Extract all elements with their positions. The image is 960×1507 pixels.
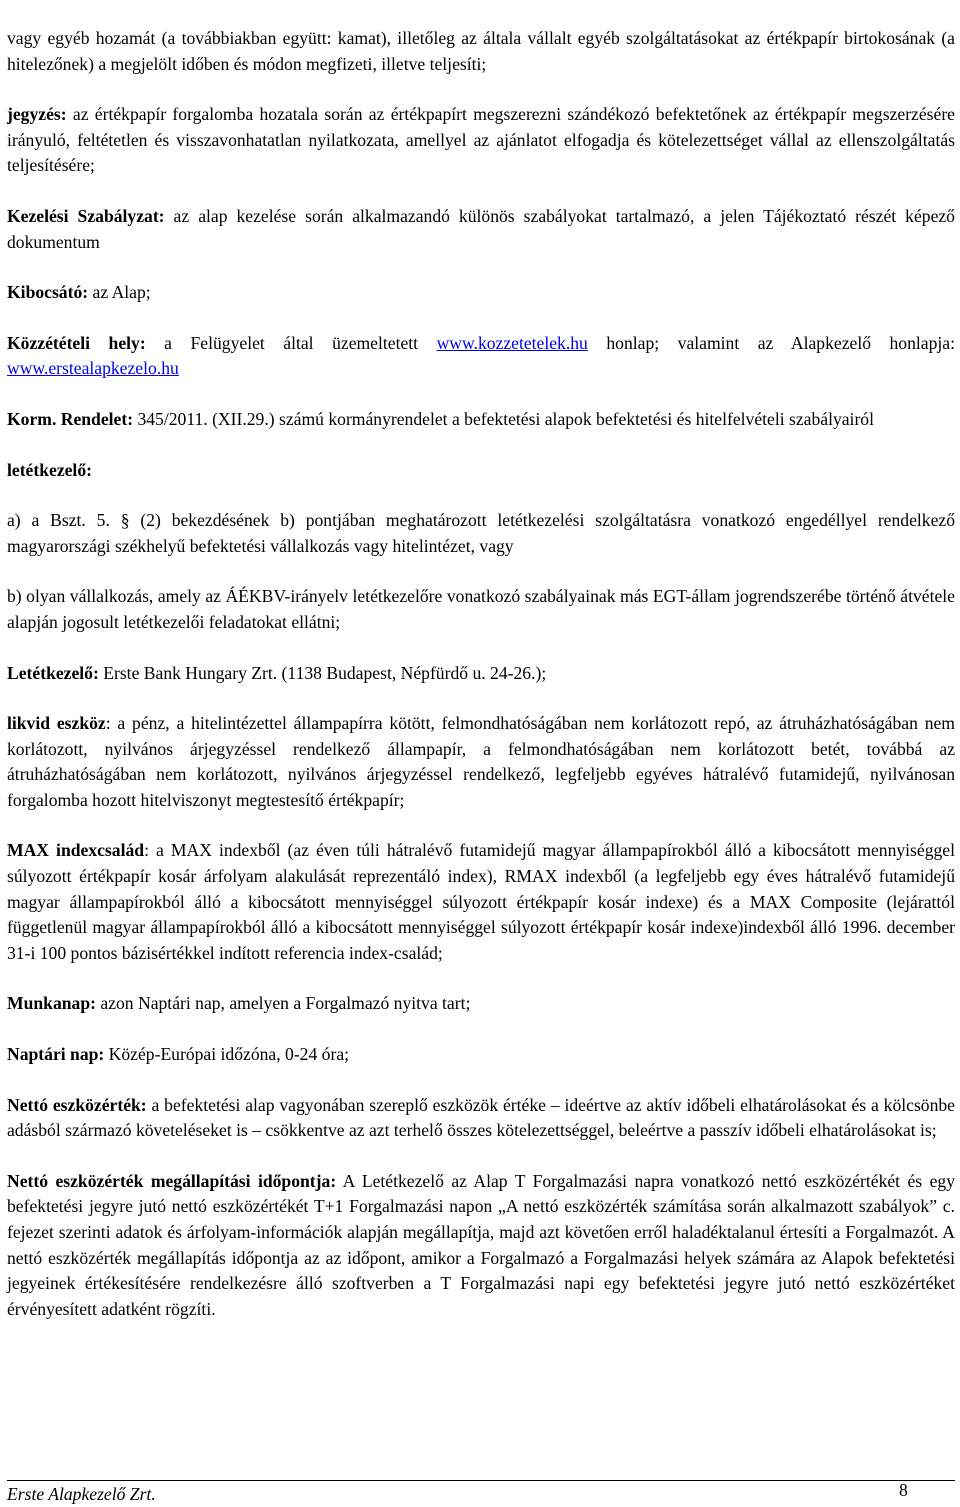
term-netto-eszkozertek: Nettó eszközérték: bbox=[7, 1094, 147, 1115]
term-netto-eszkozertek-idopont: Nettó eszközérték megállapítási időpontja: bbox=[7, 1170, 337, 1191]
definition-letetkezelo-erste: Letétkezelő: Erste Bank Hungary Zrt. (1138 Budapest, Népfürdő u. 24-26.); bbox=[7, 662, 547, 683]
definition-kozzeteteli-hely: Közzétételi hely: a Felügyelet által üzemeltetett www.kozzetetelek.hu honlap; valamint az Alapkezelő honlapja: www.erstealapkezelo.hu bbox=[7, 332, 955, 379]
term-letetkezelo-erste: Letétkezelő: bbox=[7, 662, 99, 683]
term-korm-rendelet: Korm. Rendelet: bbox=[7, 408, 134, 429]
term-kibocsato: Kibocsátó: bbox=[7, 282, 89, 303]
definition-naptari-nap: Naptári nap: Közép-Európai időzóna, 0-24 óra; bbox=[7, 1044, 350, 1065]
term-munkanap: Munkanap: bbox=[7, 993, 96, 1014]
definition-likvid-eszkoz: likvid eszköz: a pénz, a hitelintézettel állampapírra kötött, felmondhatóságában nem korlátozott repó, az átruházhatóságában nem korlátozott, nyilvános árjegyzéssel rendelkező állampapír, a felmondhatóságában nem korlátozott betét, továbbá az átruházhatóságában nem korlátozott, nyilvános árjegyzéssel rendelkező, legfeljebb egyéves hátralévő futamidejű, nyilvánosan forgalomba hozott hitelviszonyt megtestesítő értékpapír; bbox=[7, 713, 955, 810]
definition-letetkezelo-a: a) a Bszt. 5. § (2) bekezdésének b) pontjában meghatározott letétkezelési szolgáltatásra vonatkozó engedéllyel rendelkező magyarországi székhelyű befektetési vállalkozás vagy hitelintézet, vagy bbox=[7, 510, 955, 556]
term-likvid-eszkoz: likvid eszköz bbox=[7, 713, 106, 734]
footer-page-number: 8 bbox=[899, 1480, 908, 1500]
paragraph-hozam-continuation: vagy egyéb hozamát (a továbbiakban együtt: kamat), illetőleg az általa vállalt egyéb szolgáltatásokat az értékpapír birtokosának (a hitelezőnek) a megjelölt időben és módon megfizeti, illetve teljesíti; bbox=[7, 28, 955, 74]
definition-letetkezelo-b: b) olyan vállalkozás, amely az ÁÉKBV-irányelv letétkezelőre vonatkozó szabályainak más EGT-állam jogrendszerébe történő átvétele alapján jogosult letétkezelői feladatokat ellátni; bbox=[7, 586, 955, 632]
term-kozzeteteli-hely: Közzétételi hely: bbox=[7, 332, 146, 353]
definition-max-indexcsalad: MAX indexcsalád: a MAX indexből (az éven túli hátralévő futamidejű magyar állampapírokból álló a kibocsátott mennyiséggel súlyozott értékpapír kosár árfolyam alakulását reprezentáló index), RMAX indexből (a legfeljebb egy éves hátralévő futamidejű magyar állampapírokból álló a kibocsátott mennyiséggel súlyozott értékpapír kosár indexe) és a MAX Composite (lejárattól függetlenül magyar állampapírokból álló a kibocsátott mennyiséggel súlyozott értékpapír kosár indexe)indexből álló 1996. december 31-i 100 pontos bázisértékkel indított referencia index-család; bbox=[7, 840, 955, 963]
definition-kezelesi-szabalyzat: Kezelési Szabályzat: az alap kezelése során alkalmazandó különös szabályokat tartalmazó, a jelen Tájékoztató részét képező dokumentum bbox=[7, 205, 955, 252]
definition-korm-rendelet: Korm. Rendelet: 345/2011. (XII.29.) számú kormányrendelet a befektetési alapok befektetési és hitelfelvételi szabályairól bbox=[7, 408, 874, 429]
document-body bbox=[7, 26, 955, 1322]
term-kezelesi-szabalyzat: Kezelési Szabályzat: bbox=[7, 205, 165, 226]
term-jegyzes: jegyzés: bbox=[7, 104, 67, 125]
term-letetkezelo: letétkezelő: bbox=[7, 459, 92, 480]
definition-munkanap: Munkanap: azon Naptári nap, amelyen a Forgalmazó nyitva tart; bbox=[7, 993, 471, 1014]
definition-kibocsato: Kibocsátó: az Alap; bbox=[7, 282, 151, 303]
definition-jegyzes: jegyzés: az értékpapír forgalomba hozatala során az értékpapírt megszerezni szándékozó befektetőnek az értékpapír megszerzésére irányuló, feltétetlen és visszavonhatatlan nyilatkozata, amellyel az ajánlatot elfogadja és kötelezettséget vállal az ellenszolgáltatás teljesítésére; bbox=[7, 104, 955, 176]
definition-letetkezelo-heading bbox=[7, 458, 955, 484]
definition-netto-eszkozertek-idopont: Nettó eszközérték megállapítási időpontja: A Letétkezelő az Alap T Forgalmazási napra vonatkozó nettó eszközértékét és egy befektetési jegyre jutó nettó eszközértékét T+1 Forgalmazási napon „A nettó eszközérték számítása során alkalmazott szabályok” c. fejezet szerinti adatok és árfolyam-információk alapján megállapítja, majd azt követően erről haladéktalanul értesíti a Forgalmazót. A nettó eszközérték megállapítás időpontja az az időpont, amikor a Forgalmazó a Forgalmazási helyek számára az Alapok befektetési jegyeinek értékesítésére rendelkezésre álló szoftverben a T Forgalmazási napi egy befektetési jegyre jutó nettó eszközértéket érvényesített adatként rögzíti. bbox=[7, 1170, 955, 1319]
term-max-indexcsalad: MAX indexcsalád bbox=[7, 840, 145, 861]
term-naptari-nap: Naptári nap: bbox=[7, 1044, 105, 1065]
definition-netto-eszkozertek: Nettó eszközérték: a befektetési alap vagyonában szereplő eszközök értéke – ideértve az aktív időbeli elhatárolásokat és a kölcsönbe adásból származó követeléseket is – csökkentve az azt terhelő összes kötelezettséggel, beleértve a passzív időbeli elhatárolásokat is; bbox=[7, 1094, 955, 1141]
link-kozzetetelek[interactable]: www.kozzetetelek.hu bbox=[436, 332, 588, 353]
footer-divider bbox=[7, 1480, 955, 1481]
footer-company-name: Erste Alapkezelő Zrt. bbox=[7, 1484, 156, 1504]
link-erstealapkezelo[interactable]: www.erstealapkezelo.hu bbox=[7, 358, 179, 379]
